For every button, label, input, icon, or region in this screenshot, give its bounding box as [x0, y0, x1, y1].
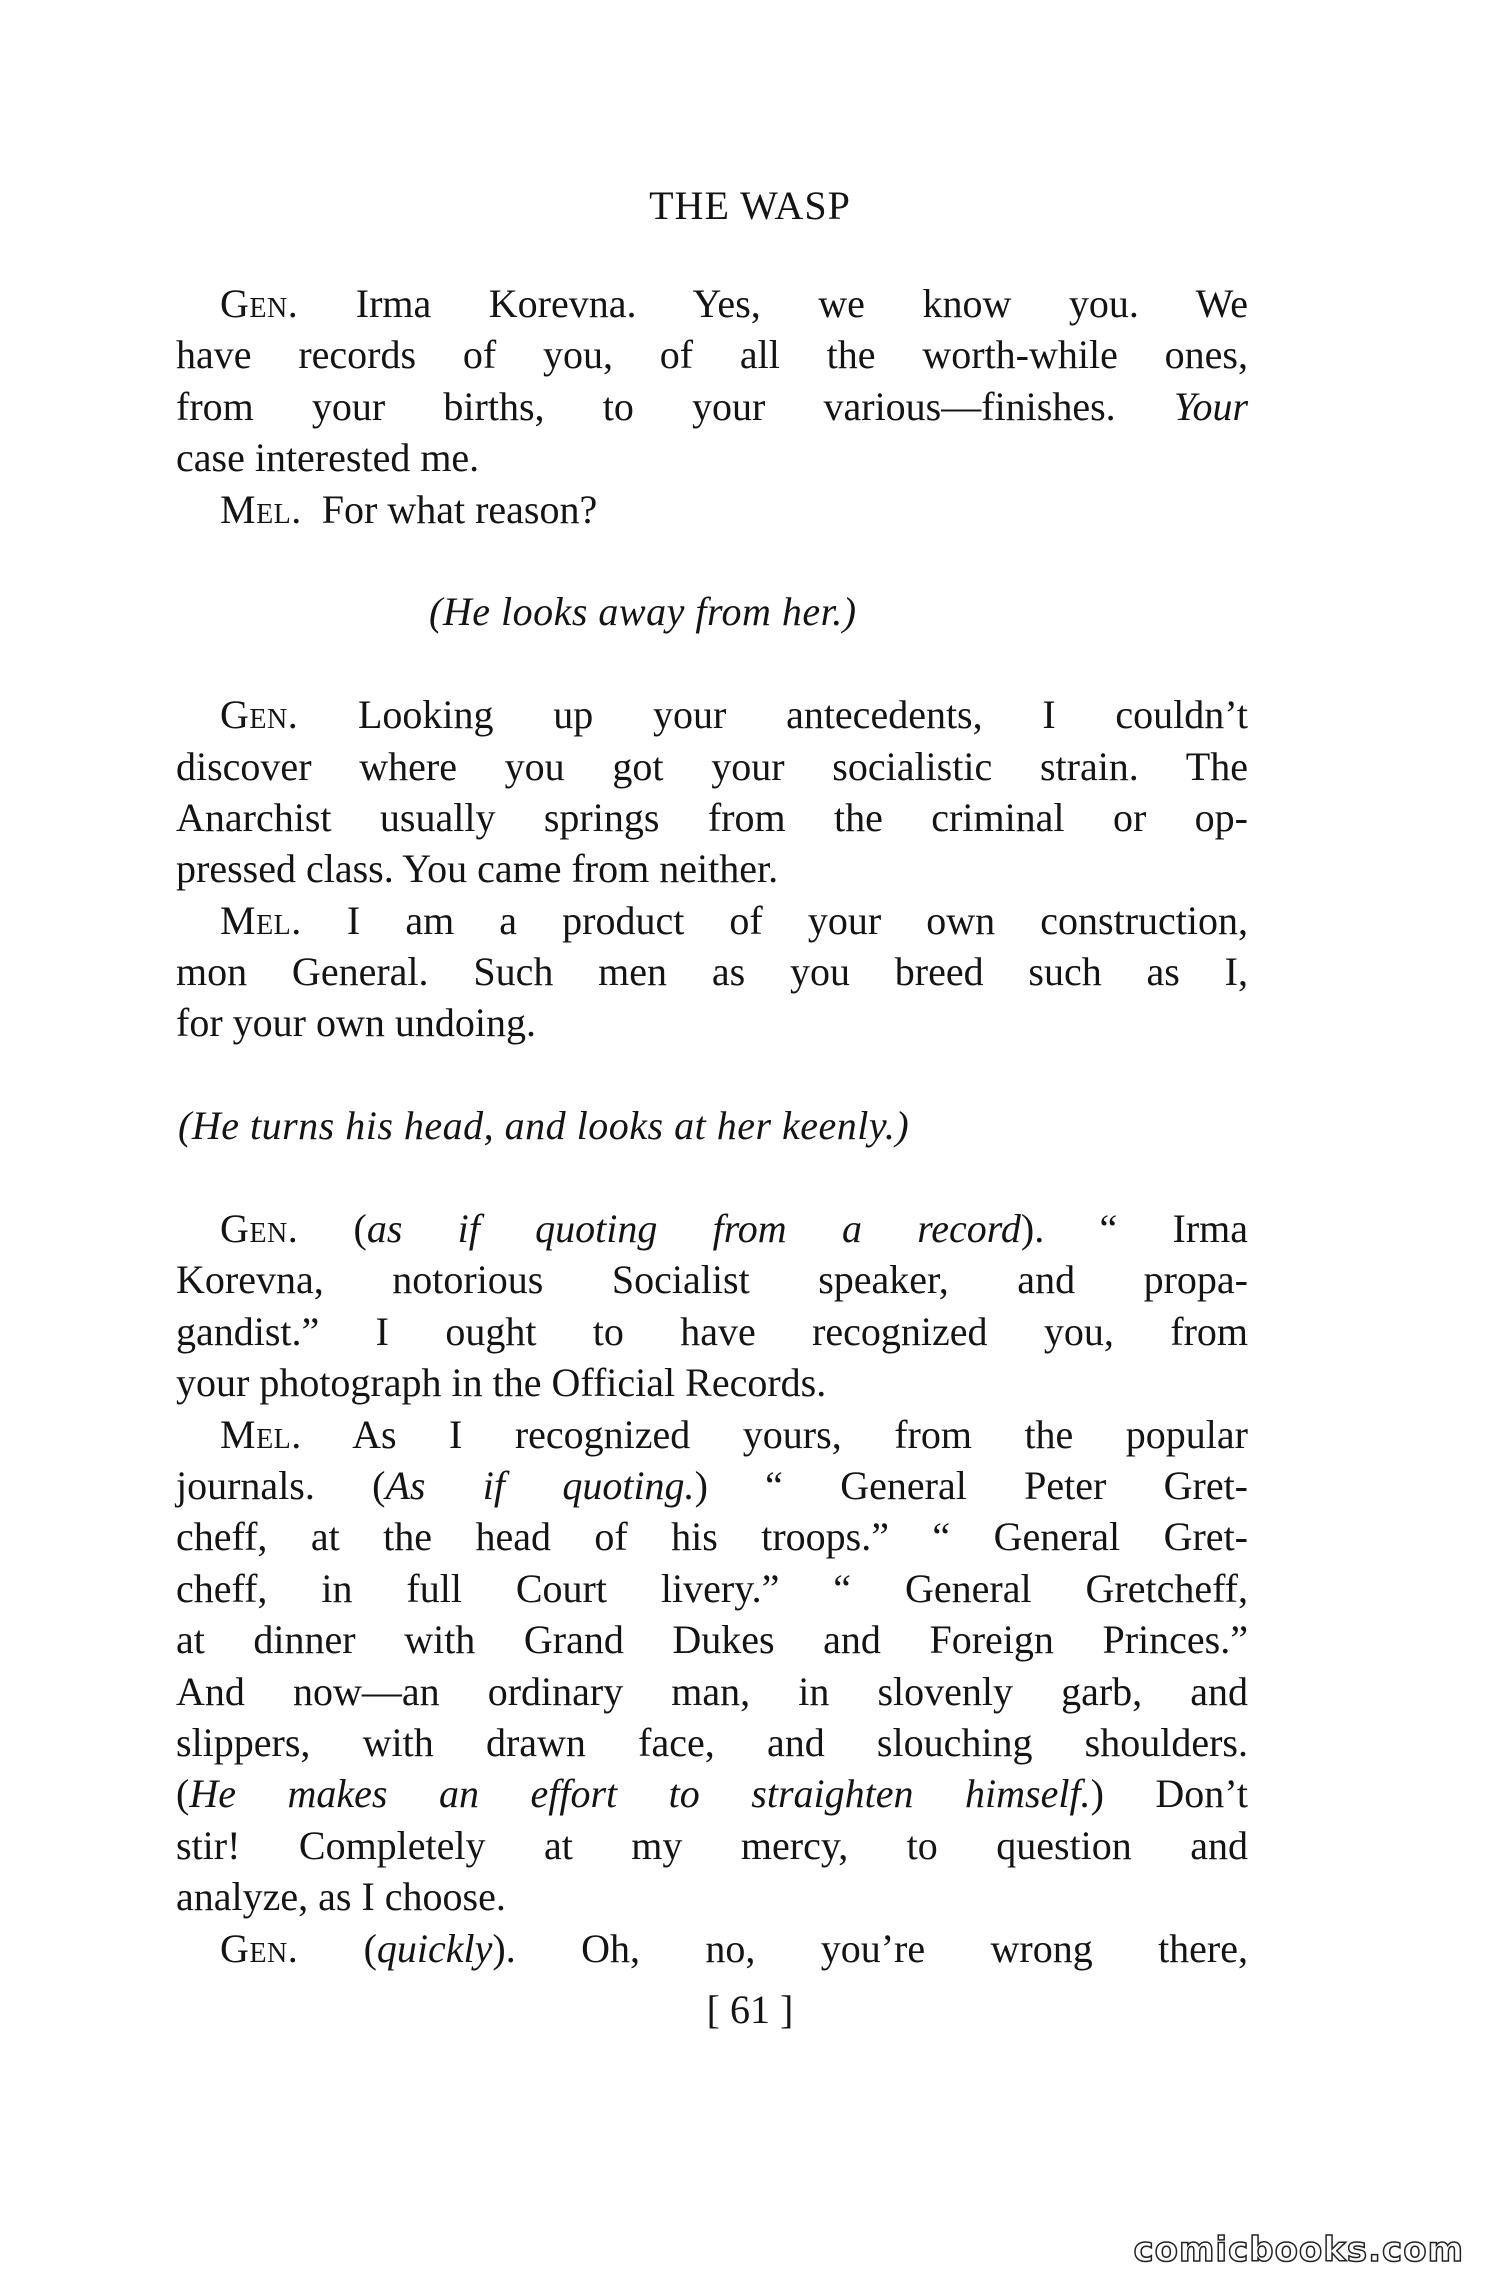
speaker-label: Mel.	[220, 486, 302, 532]
text-line: cheff, in full Court livery.” “ General Gretcheff,	[176, 1565, 1248, 1611]
text-line	[176, 1923, 1248, 1974]
text-line: gandist.” I ought to have recognized you, from	[176, 1308, 1248, 1354]
speech-text: Irma Korevna. Yes, we know you. We	[355, 281, 1248, 326]
text-line	[176, 689, 1248, 740]
speech-text: ). Oh, no, you’re wrong there,	[492, 1925, 1249, 1971]
speech-text: As I recognized yours, from the popular	[352, 1411, 1248, 1457]
text-line: mon General. Such men as you breed such as I,	[176, 949, 1248, 995]
running-title: THE WASP	[649, 183, 851, 228]
italic-text: He makes an effort to straighten himself.	[189, 1771, 1091, 1817]
text-line	[176, 484, 1248, 535]
speech-text: ) Don’t	[1090, 1771, 1248, 1817]
speaker-label: Mel.	[220, 1411, 302, 1457]
text-line: case interested me.	[176, 435, 480, 481]
page-number: [ 61 ]	[706, 1987, 794, 2032]
speaker-label: Gen.	[220, 281, 299, 326]
italic-text: Your	[1173, 383, 1249, 429]
speech-text: Looking up your antecedents, I couldn’t	[357, 692, 1249, 738]
text-line: at dinner with Grand Dukes and Foreign Princes.”	[176, 1617, 1248, 1663]
stage-direction: (He turns his head, and looks at her keenly.)	[178, 1103, 910, 1149]
speaker-label: Mel.	[220, 897, 302, 943]
italic-text: As if quoting.	[385, 1462, 695, 1508]
text-line: for your own undoing.	[176, 1000, 536, 1046]
speech-text: I am a product of your own construction,	[346, 897, 1249, 943]
speaker-label: Gen.	[220, 1925, 299, 1971]
text-line	[176, 1409, 1248, 1460]
text-line: have records of you, of all the worth-while ones,	[176, 332, 1248, 378]
text-line: discover where you got your socialistic strain. The	[176, 743, 1248, 789]
paren: (	[353, 1206, 367, 1252]
stage-direction: (He looks away from her.)	[429, 589, 857, 635]
text-line	[176, 895, 1248, 946]
text-line	[176, 1460, 1248, 1511]
text-line: cheff, at the head of his troops.” “ General Gret-	[176, 1514, 1248, 1560]
text-line	[176, 381, 1248, 432]
speech-text: “ Irma	[1099, 1206, 1249, 1252]
text-line	[176, 1203, 1248, 1254]
text-line	[176, 1768, 1248, 1819]
speaker-label: Gen.	[220, 692, 299, 738]
speech-text: For what reason?	[321, 486, 598, 532]
text-line: stir! Completely at my mercy, to question and	[176, 1822, 1248, 1868]
text-line: analyze, as I choose.	[176, 1874, 506, 1920]
paren: (	[363, 1925, 377, 1971]
text-line: your photograph in the Official Records.	[176, 1360, 827, 1406]
speech-text: from your births, to your various—finishes.	[176, 383, 1116, 429]
text-line: pressed class. You came from neither.	[176, 846, 779, 892]
paren: ).	[1020, 1206, 1045, 1252]
text-line: Korevna, notorious Socialist speaker, and propa-	[176, 1257, 1248, 1303]
italic-text: as if quoting from a record	[366, 1206, 1021, 1252]
watermark: comicbooks.com	[1133, 2230, 1464, 2270]
text-line: Anarchist usually springs from the criminal or op-	[176, 794, 1248, 840]
text-line: And now—an ordinary man, in slovenly garb, and	[176, 1668, 1248, 1714]
text-line: slippers, with drawn face, and slouching shoulders.	[176, 1719, 1248, 1765]
page-body	[176, 278, 1248, 1974]
speaker-label: Gen.	[220, 1206, 299, 1252]
speech-text: journals. (	[176, 1462, 386, 1508]
italic-text: quickly	[376, 1925, 493, 1971]
paren: (	[176, 1771, 190, 1817]
text-line	[176, 278, 1248, 329]
speech-text: ) “ General Peter Gret-	[694, 1462, 1249, 1508]
